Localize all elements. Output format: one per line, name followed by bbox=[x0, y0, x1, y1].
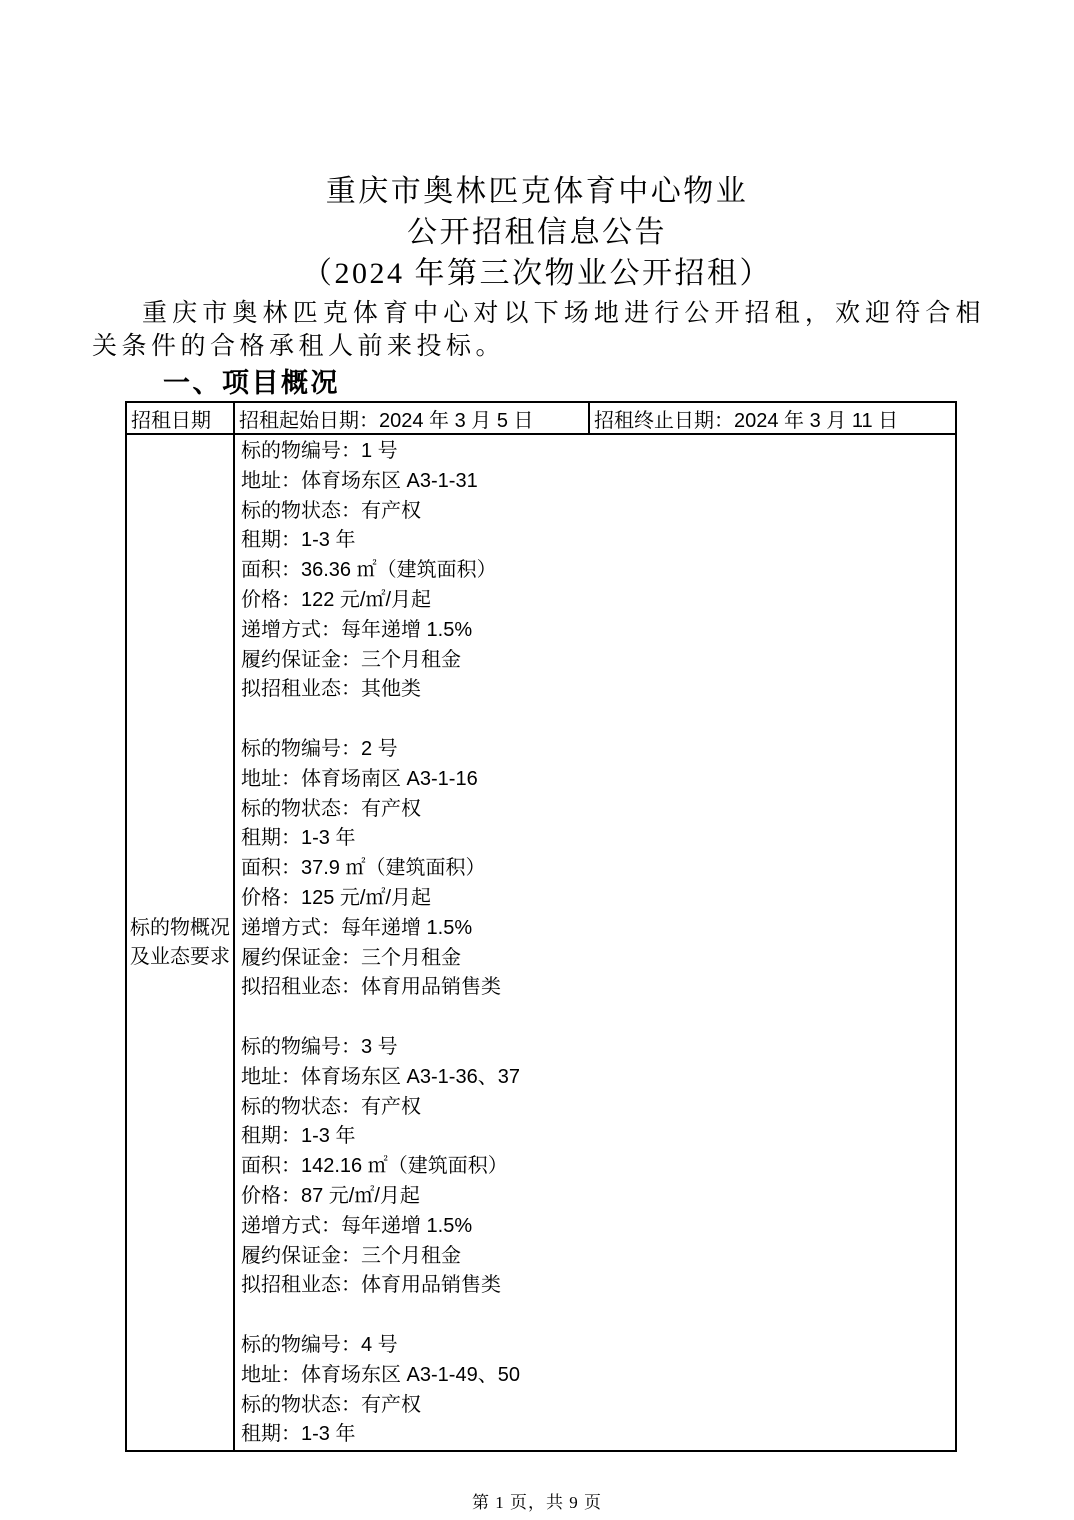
listing-line: 租期：1-3 年 bbox=[241, 827, 356, 850]
project-overview-table bbox=[125, 401, 957, 1452]
document-title bbox=[0, 0, 1074, 294]
listing-line: 履约保证金：三个月租金 bbox=[241, 1244, 461, 1267]
listing-line: 标的物编号：1 号 bbox=[241, 440, 398, 462]
listing-line: 标的物状态：有产权 bbox=[241, 1393, 421, 1416]
rental-end-date: 招租终止日期：2024 年 3 月 11 日 bbox=[589, 402, 956, 434]
listing-line: 地址：体育场东区 A3-1-36、37 bbox=[241, 1065, 520, 1088]
listing-line: 价格：87 元/㎡/月起 bbox=[241, 1184, 420, 1207]
listing-line: 递增方式：每年递增 1.5% bbox=[241, 618, 473, 641]
title-line-1: 重庆市奥林匹克体育中心物业 bbox=[325, 175, 749, 208]
listing-line: 租期：1-3 年 bbox=[241, 1125, 356, 1148]
listing-line: 拟招租业态：体育用品销售类 bbox=[241, 1274, 501, 1297]
listing-line: 标的物状态：有产权 bbox=[241, 1095, 421, 1118]
listing-line: 面积：142.16 ㎡（建筑面积） bbox=[241, 1155, 508, 1178]
listing-line: 标的物状态：有产权 bbox=[241, 499, 421, 522]
rental-date-row bbox=[126, 402, 956, 434]
listing-line: 价格：125 元/㎡/月起 bbox=[241, 886, 432, 909]
rental-date-label: 招租日期 bbox=[126, 402, 234, 434]
label-line-2: 及业态要求 bbox=[130, 945, 230, 968]
title-line-3: （2024 年第三次物业公开招租） bbox=[302, 257, 772, 290]
page-footer: 第 1 页，共 9 页 bbox=[472, 1493, 602, 1513]
listing-line: 价格：122 元/㎡/月起 bbox=[241, 588, 432, 611]
listing-line: 标的物编号：3 号 bbox=[241, 1035, 398, 1058]
listing-line: 地址：体育场东区 A3-1-31 bbox=[241, 469, 478, 492]
listing-line: 面积：36.36 ㎡（建筑面积） bbox=[241, 559, 497, 582]
listing-line: 租期：1-3 年 bbox=[241, 1423, 356, 1446]
property-overview-row bbox=[126, 434, 956, 1451]
property-details bbox=[234, 434, 956, 1451]
listing-line: 地址：体育场东区 A3-1-49、50 bbox=[241, 1363, 520, 1386]
listing-line: 履约保证金：三个月租金 bbox=[241, 946, 461, 969]
blank-line bbox=[241, 705, 949, 735]
listing-line: 租期：1-3 年 bbox=[241, 529, 356, 552]
listing-line: 递增方式：每年递增 1.5% bbox=[241, 1214, 473, 1237]
listing-line: 地址：体育场南区 A3-1-16 bbox=[241, 767, 478, 790]
rental-start-date: 招租起始日期：2024 年 3 月 5 日 bbox=[234, 402, 589, 434]
listing-line: 拟招租业态：体育用品销售类 bbox=[241, 976, 501, 999]
property-overview-label bbox=[126, 434, 234, 1451]
listing-line: 履约保证金：三个月租金 bbox=[241, 648, 461, 671]
listing-line: 递增方式：每年递增 1.5% bbox=[241, 916, 473, 939]
listing-line: 标的物状态：有产权 bbox=[241, 797, 421, 820]
listing-line: 面积：37.9 ㎡（建筑面积） bbox=[241, 857, 486, 880]
blank-line bbox=[241, 1301, 949, 1331]
label-line-1: 标的物概况 bbox=[130, 916, 230, 939]
section-heading: 一、项目概况 bbox=[163, 368, 340, 398]
title-line-2: 公开招租信息公告 bbox=[407, 216, 667, 249]
listing-line: 标的物编号：2 号 bbox=[241, 737, 398, 760]
blank-line bbox=[241, 1003, 949, 1033]
listing-line: 拟招租业态：其他类 bbox=[241, 678, 421, 701]
intro-paragraph: 重庆市奥林匹克体育中心对以下场地进行公开招租，欢迎符合相关条件的合格承租人前来投标。 bbox=[92, 300, 985, 360]
listing-line: 标的物编号：4 号 bbox=[241, 1333, 398, 1356]
